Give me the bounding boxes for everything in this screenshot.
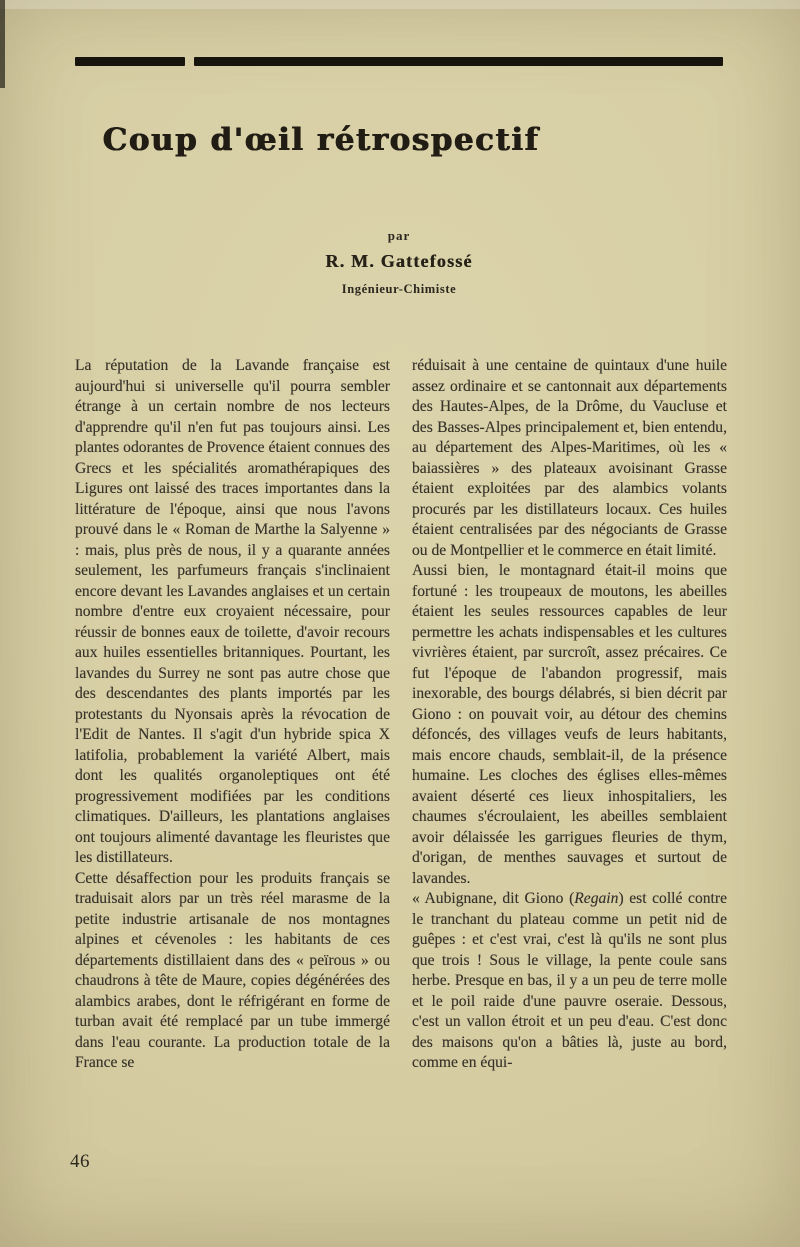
top-rule-gap — [185, 57, 194, 66]
column-right — [412, 356, 727, 1074]
paragraph-right-2: Aussi bien, le montagnard était-il moins que fortuné : les troupeaux de moutons, les abeilles étaient les seules ressources capables de leur permettre les achats indispensables et les cultures vivrières étaient, par surcroît, assez précaires. Ce fut l'époque de l'abandon progressif, mais inexorable, des bourgs délabrés, si bien décrit par Giono : on pouvait voir, au détour des chemins défoncés, des villages veufs de leurs habitants, mais encore chauds, semblait-il, de la présence humaine. Les cloches des églises elles-mêmes avaient déserté ces lieux inhospitaliers, les chaumes s'écroulaient, les abeilles semblaient avoir délaissée les garrigues fleuries de thym, d'origan, de menthes sauvages et surtout de lavandes. — [412, 562, 727, 887]
quote-text-pre: « Aubignane, dit Giono ( — [412, 890, 575, 907]
quote-book-title: Regain — [574, 890, 619, 907]
top-rule-segment-left — [75, 57, 185, 66]
paragraph-right-1: réduisait à une centaine de quintaux d'une huile assez ordinaire et se cantonnait aux départements des Hautes-Alpes, de la Drôme, du Vaucluse et des Basses-Alpes principalement et, bien entendu, au département des Alpes-Maritimes, où les « baiassières » des plateaux avoisinant Grasse étaient exploitées par des alambics volants procurés par les distillateurs locaux. Ces huiles étaient centralisées par des négociants de Grasse ou de Montpellier et le commerce en était limité. — [412, 357, 727, 559]
top-rule-segment-right — [194, 57, 723, 66]
scan-edge-highlight — [0, 0, 800, 9]
quote-text-post: ) est collé contre le tranchant du plateau comme un petit nid de guêpes : et c'est vrai, c'est là qu'ils ne sont plus que trois ! Sous le village, la pente coule sans herbe. Presque en bas, il y a un peu de terre molle et le poil raide d'une pauvre oseraie. Dessous, c'est un vallon étroit et un peu d'eau. C'est donc des maisons qu'on a bâties là, juste au bord, comme en équi- — [412, 890, 727, 1071]
paragraph-left-1: La réputation de la Lavande française est aujourd'hui si universelle qu'il pourra sembler étrange à un certain nombre de nos lecteurs d'apprendre qu'il n'en fut pas toujours ainsi. Les plantes odorantes de Provence étaient connues des Grecs et les spécialités aromathérapiques des Ligures ont laissé des traces importantes dans la littérature de l'époque, ainsi que nous l'avons prouvé dans le « Roman de Marthe la Salyenne » : mais, plus près de nous, il y a quarante années seulement, les parfumeurs français s'inclinaient encore devant les Lavandes anglaises et un certain nombre d'entre eux croyaient nécessaire, pour réussir de bonnes eaux de toilette, d'avoir recours aux huiles essentielles britanniques. Pourtant, les lavandes du Surrey ne sont pas autre chose que des descendantes des plants importés par les protestants du Nyonsais après la révocation de l'Edit de Nantes. Il s'agit d'un hybride spica X latifolia, probablement la variété Albert, mais dont les qualités organoleptiques ont été progressivement modifiées par les conditions climatiques. D'ailleurs, les plantations anglaises ont toujours alimenté davantage les fleuristes que les distillateurs. — [75, 357, 390, 866]
page-title: Coup d'œil rétrospectif — [102, 122, 540, 158]
byline — [75, 228, 723, 297]
page-number: 46 — [70, 1151, 90, 1172]
author-name: R. M. Gattefossé — [325, 251, 473, 271]
scan-corner-artifact — [0, 0, 5, 88]
top-rule — [75, 57, 723, 66]
article-body — [75, 356, 727, 1074]
paragraph-left-2: Cette désaffection pour les produits français se traduisait alors par un très réel marasme de la petite industrie artisanale de nos montagnes alpines et cévenoles : les habitants de ces départements distillaient dans des « peïrous » ou chaudrons à tête de Maure, copies dégénérées des alambics arabes, dont le réfrigérant en forme de turban avait été remplacé par un tube immergé dans l'eau courante. La production totale de la France se — [75, 869, 390, 1071]
column-left — [75, 356, 390, 1074]
byline-prefix: par — [387, 228, 411, 243]
author-role: Ingénieur-Chimiste — [341, 282, 457, 296]
paragraph-right-quote — [412, 889, 727, 1074]
